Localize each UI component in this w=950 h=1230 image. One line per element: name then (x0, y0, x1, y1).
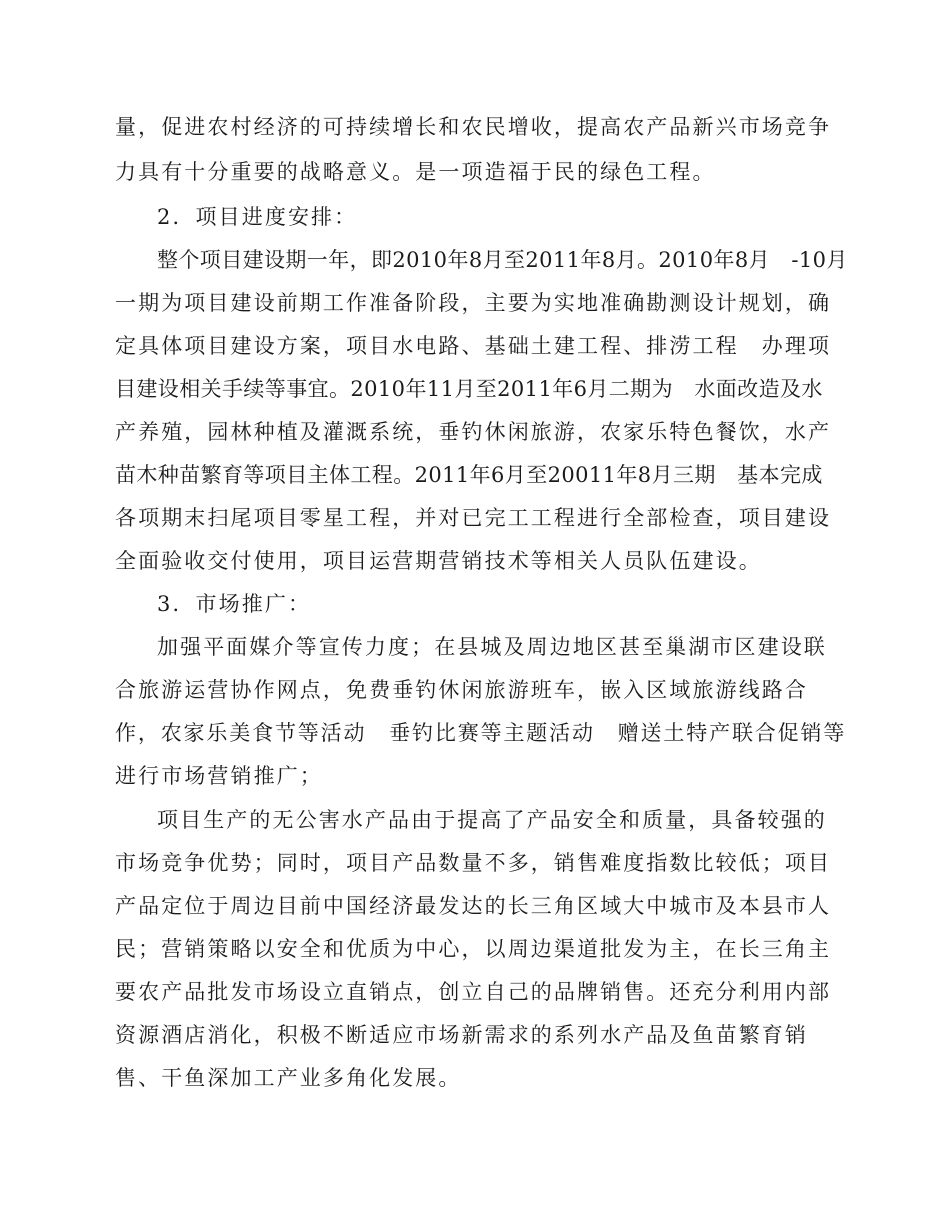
text-line: 整个项目建设期一年，即2010年8月至2011年8月。2010年8月 -10月 (157, 248, 848, 272)
text-line: 产养殖，园林种植及灌溉系统，垂钓休闲旅游，农家乐特色餐饮，水产 (115, 420, 832, 444)
text-line: 资源酒店消化，积极不断适应市场新需求的系列水产品及鱼苗繁育销 (115, 1023, 808, 1047)
text-line: 民；营销策略以安全和优质为中心，以周边渠道批发为主，在长三角主 (115, 937, 832, 961)
text-line: 产品定位于周边目前中国经济最发达的长三角区域大中城市及本县市人 (115, 894, 832, 918)
text-line: 加强平面媒介等宣传力度；在县城及周边地区甚至巢湖市区建设联 (157, 635, 827, 659)
text-line: 进行市场营销推广； (115, 764, 323, 788)
text-line: 要农产品批发市场设立直销点，创立自己的品牌销售。还充分利用内部 (115, 980, 832, 1004)
text-line: 合旅游运营协作网点，免费垂钓休闲旅游班车，嵌入区域旅游线路合 (115, 678, 808, 702)
text-line: 全面验收交付使用，项目运营期营销技术等相关人员队伍建设。 (115, 549, 762, 573)
text-line: 售、干鱼深加工产业多角化发展。 (115, 1066, 462, 1090)
text-line: 市场竞争优势；同时，项目产品数量不多，销售难度指数比较低；项目 (115, 851, 832, 875)
text-line: 目建设相关手续等事宜。2010年11月至2011年6月二期为 水面改造及水 (115, 377, 823, 401)
text-line: 苗木种苗繁育等项目主体工程。2011年6月至20011年8月三期 基本完成 (115, 463, 823, 487)
text-line: 一期为项目建设前期工作准备阶段，主要为实地准确勘测设计规划，确 (115, 291, 832, 315)
section-heading: 3．市场推广： (157, 592, 312, 616)
text-line: 量，促进农村经济的可持续增长和农民增收，提高农产品新兴市场竞争 (115, 115, 832, 139)
text-line: 各项期末扫尾项目零星工程，并对已完工工程进行全部检查，项目建设 (115, 506, 832, 530)
text-line: 力具有十分重要的战略意义。是一项造福于民的绿色工程。 (115, 160, 716, 184)
section-heading: 2．项目进度安排： (157, 205, 358, 229)
text-line: 项目生产的无公害水产品由于提高了产品安全和质量，具备较强的 (157, 808, 827, 832)
text-line: 作，农家乐美食节等活动 垂钓比赛等主题活动 赠送土特产联合促销等 (115, 721, 847, 745)
text-line: 定具体项目建设方案，项目水电路、基础土建工程、排涝工程 办理项 (115, 334, 832, 358)
